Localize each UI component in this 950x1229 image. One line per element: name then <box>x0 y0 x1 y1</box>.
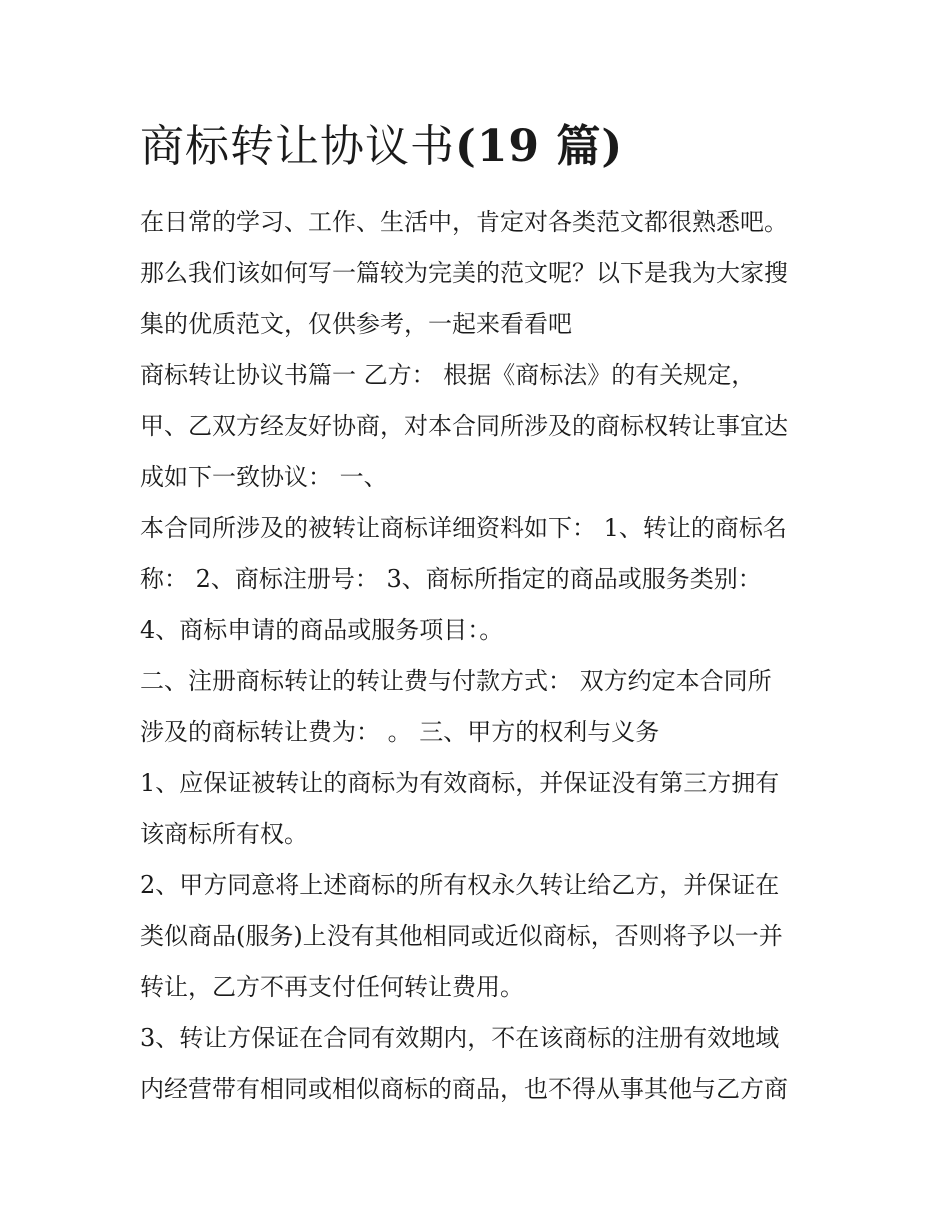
body-line: 4、商标申请的商品或服务项目：。 <box>140 616 504 644</box>
document-title-count: (19 篇) <box>455 121 624 172</box>
body-line: 3、转让方保证在合同有效期内，不在该商标的注册有效地域 <box>140 1024 780 1052</box>
body-line: 该商标所有权。 <box>140 820 308 848</box>
document-body <box>140 197 820 1115</box>
body-line: 那么我们该如何写一篇较为完美的范文呢？以下是我为大家搜 <box>140 259 788 287</box>
body-line: 2、甲方同意将上述商标的所有权永久转让给乙方，并保证在 <box>140 871 780 899</box>
body-line: 甲、乙双方经友好协商，对本合同所涉及的商标权转让事宜达 <box>140 412 788 440</box>
body-line: 内经营带有相同或相似商标的商品，也不得从事其他与乙方商 <box>140 1075 788 1103</box>
body-line: 涉及的商标转让费为： 。 三、甲方的权利与义务 <box>140 718 660 746</box>
body-line: 称： 2、商标注册号： 3、商标所指定的商品或服务类别： <box>140 565 762 593</box>
document-title <box>140 112 623 182</box>
body-line: 集的优质范文，仅供参考，一起来看看吧 <box>140 310 572 338</box>
body-line: 成如下一致协议： 一、 <box>140 463 388 491</box>
body-line: 二、注册商标转让的转让费与付款方式： 双方约定本合同所 <box>140 667 772 695</box>
body-line: 在日常的学习、工作、生活中，肯定对各类范文都很熟悉吧。 <box>140 208 788 236</box>
body-line: 本合同所涉及的被转让商标详细资料如下： 1、转让的商标名 <box>140 514 787 542</box>
body-line: 类似商品(服务)上没有其他相同或近似商标，否则将予以一并 <box>140 922 783 950</box>
body-line: 1、应保证被转让的商标为有效商标，并保证没有第三方拥有 <box>140 769 780 797</box>
document-title-main: 商标转让协议书 <box>140 121 455 172</box>
body-line: 商标转让协议书篇一 乙方： 根据《商标法》的有关规定， <box>140 361 756 389</box>
body-line: 转让，乙方不再支付任何转让费用。 <box>140 973 524 1001</box>
